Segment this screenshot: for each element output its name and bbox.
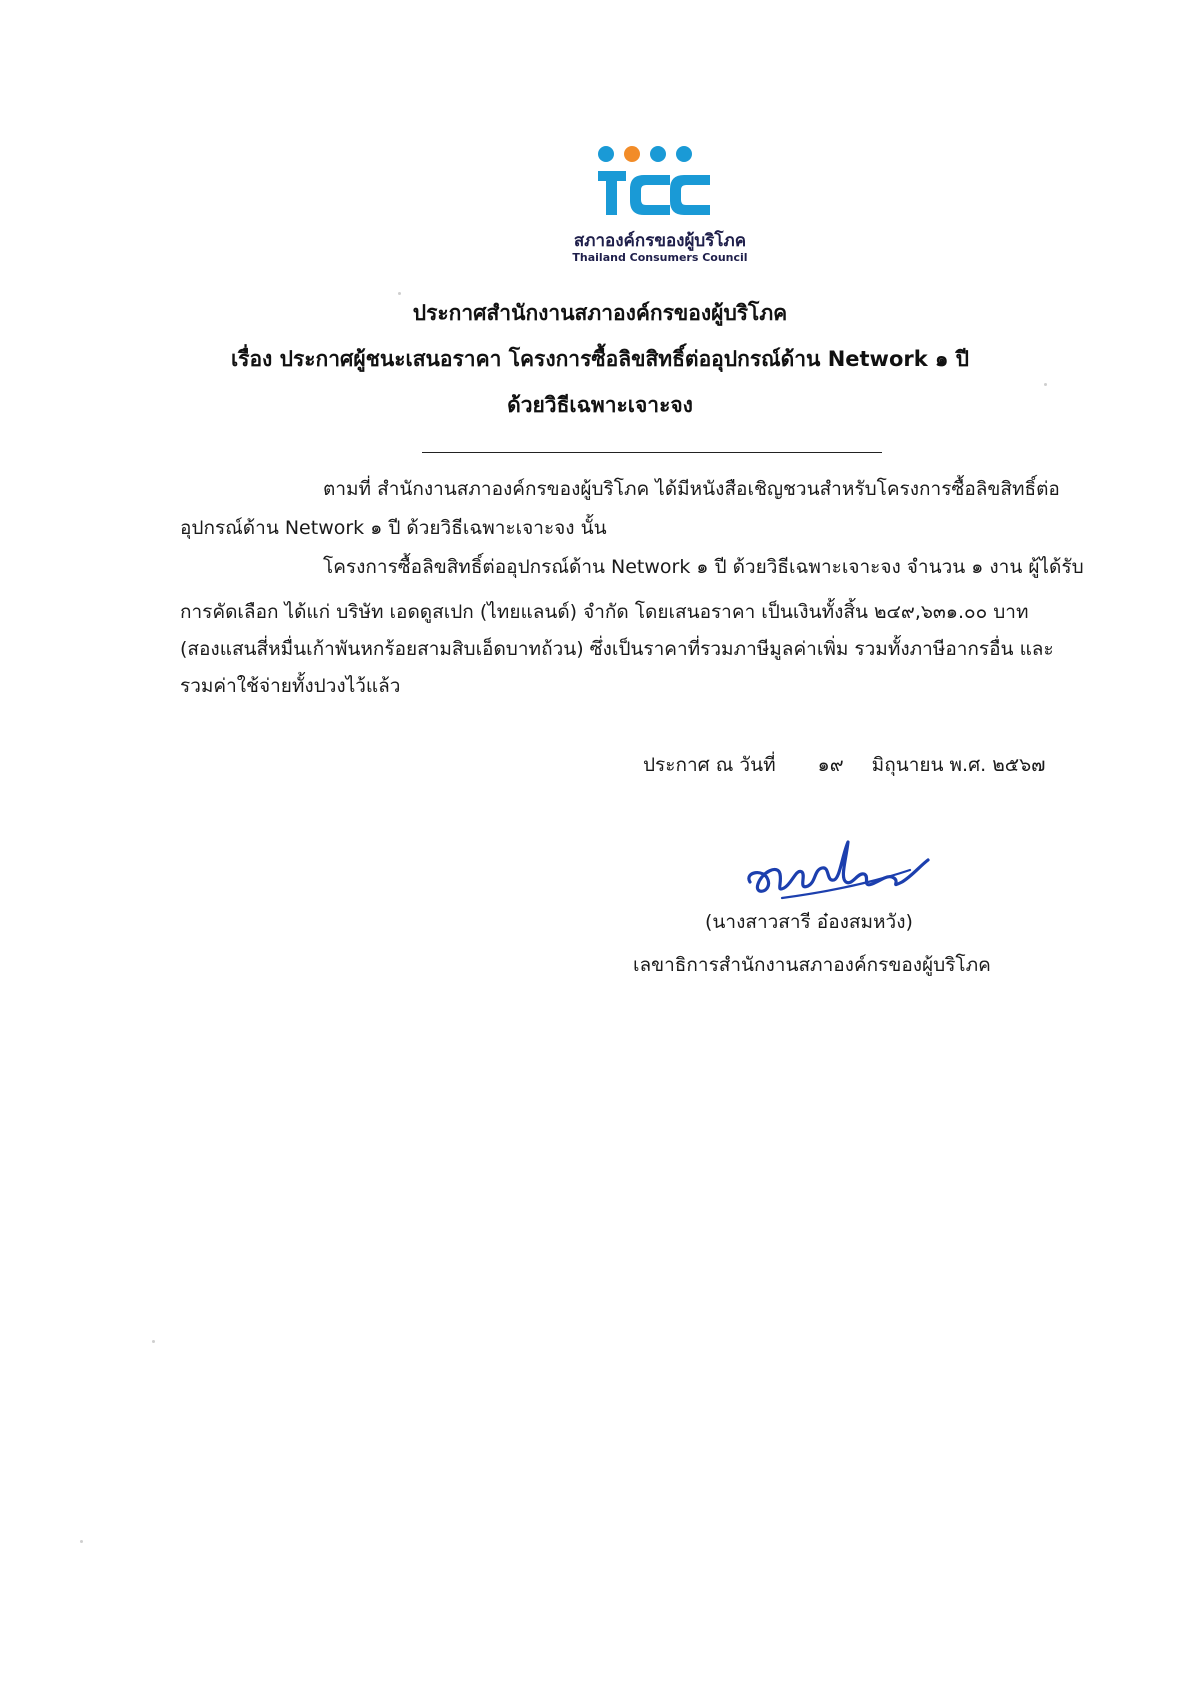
- tcc-logo: [560, 145, 760, 265]
- date-label: ประกาศ ณ วันที่: [643, 754, 776, 776]
- scan-speck: [1044, 383, 1047, 386]
- announcement-date: [643, 750, 1045, 780]
- date-day: ๑๙: [817, 754, 844, 776]
- signer-name: (นางสาวสารี อ๋องสมหวัง): [705, 911, 913, 933]
- date-month-year: มิถุนายน พ.ศ. ๒๕๖๗: [871, 754, 1046, 776]
- scan-speck: [80, 1540, 83, 1543]
- announcement-title: ประกาศสำนักงานสภาองค์กรของผู้บริโภค: [412, 301, 788, 325]
- paragraph-2-line-3: (สองแสนสี่หมื่นเก้าพันหกร้อยสามสิบเอ็ดบาทถ้วน) ซึ่งเป็นราคาที่รวมภาษีมูลค่าเพิ่ม รวมทั้งภาษีอากรอื่น และ: [180, 638, 1054, 660]
- paragraph-1-line-2: อุปกรณ์ด้าน Network ๑ ปี ด้วยวิธีเฉพาะเจาะจง นั้น: [180, 517, 607, 539]
- tcc-logo-mark-icon: [560, 145, 760, 225]
- paragraph-2-line-1: โครงการซื้อลิขสิทธิ์ต่ออุปกรณ์ด้าน Network ๑ ปี ด้วยวิธีเฉพาะเจาะจง จำนวน ๑ งาน ผู้ได้รับ: [323, 556, 1084, 578]
- logo-name-english: Thailand Consumers Council: [572, 251, 748, 264]
- heading-divider: [422, 452, 882, 453]
- announcement-subject: เรื่อง ประกาศผู้ชนะเสนอราคา โครงการซื้อลิขสิทธิ์ต่ออุปกรณ์ด้าน Network ๑ ปี: [230, 347, 969, 371]
- announcement-method: ด้วยวิธีเฉพาะเจาะจง: [507, 393, 693, 417]
- paragraph-1-line-1: ตามที่ สำนักงานสภาองค์กรของผู้บริโภค ได้มีหนังสือเชิญชวนสำหรับโครงการซื้อลิขสิทธิ์ต่อ: [323, 478, 1060, 500]
- scan-speck: [398, 292, 401, 295]
- logo-name-thai: สภาองค์กรของผู้บริโภค: [573, 231, 747, 251]
- paragraph-2-line-4: รวมค่าใช้จ่ายทั้งปวงไว้แล้ว: [180, 675, 401, 697]
- paragraph-2-line-2: การคัดเลือก ได้แก่ บริษัท เอดดูสเปก (ไทยแลนด์) จำกัด โดยเสนอราคา เป็นเงินทั้งสิ้น ๒๔๙,๖๓๑.๐๐ บาท: [180, 601, 1029, 623]
- scan-speck: [152, 1340, 155, 1343]
- handwritten-signature: [742, 838, 932, 910]
- signer-title: เลขาธิการสำนักงานสภาองค์กรของผู้บริโภค: [633, 954, 991, 976]
